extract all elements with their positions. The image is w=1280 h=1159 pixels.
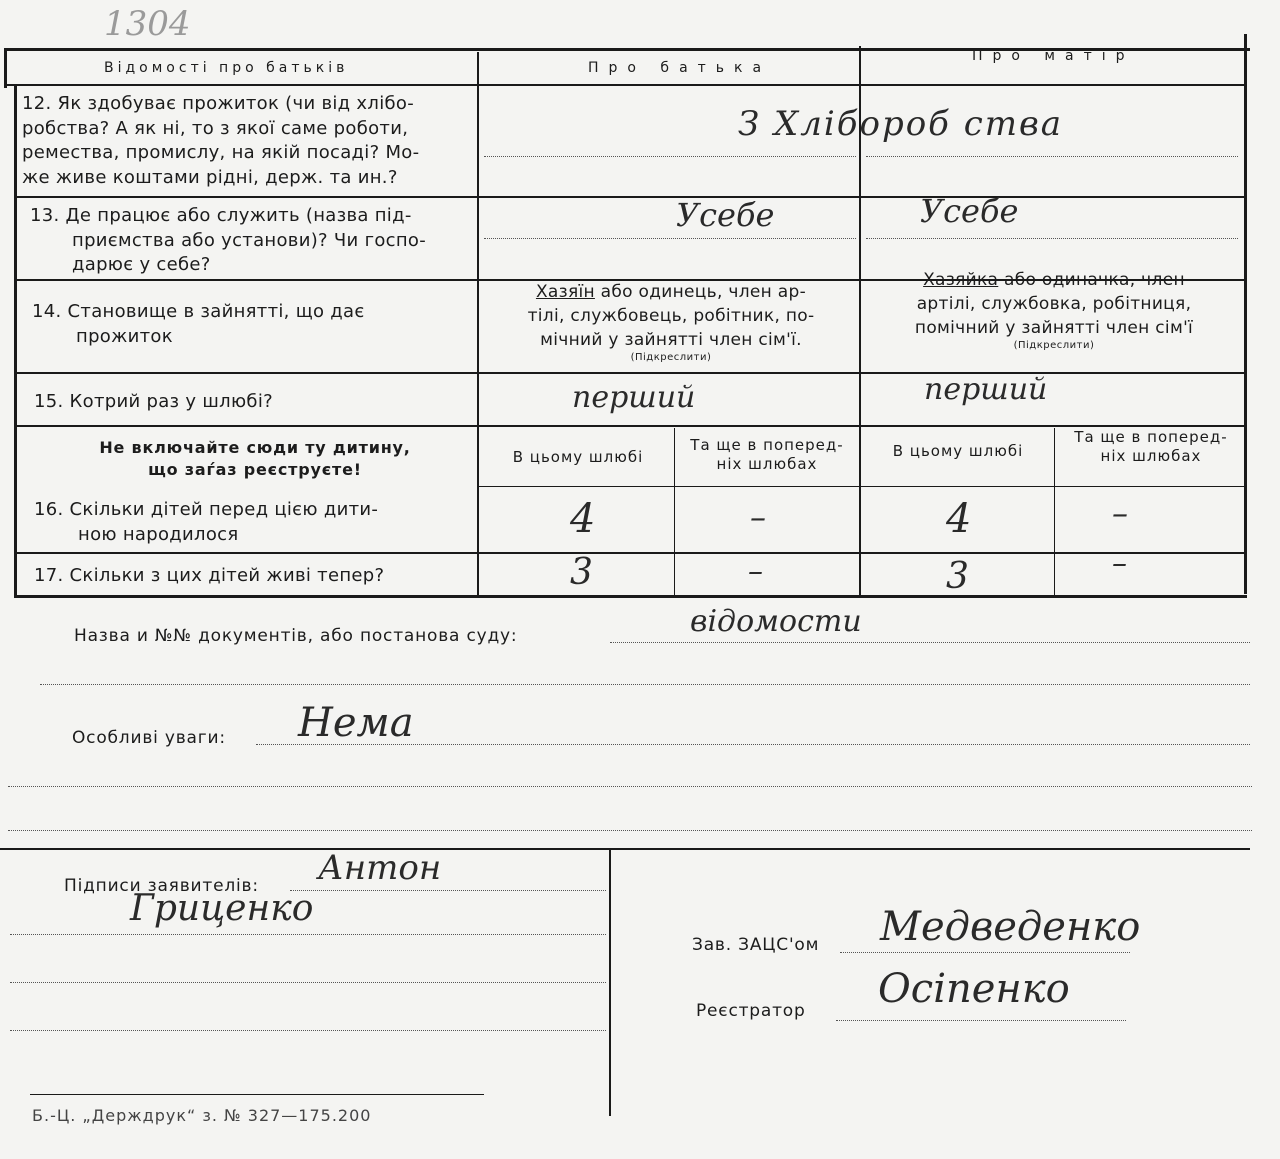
q15-question: 15. Котрий раз у шлюбі? [34, 391, 273, 412]
head-signature: Медведенко [880, 904, 1141, 950]
print-mark: Б.-Ц. „Держдрук“ з. № 327—175.200 [32, 1106, 372, 1125]
q13-father-answer: Усебе [676, 196, 775, 234]
q17-question: 17. Скільки з цих дітей живі тепер? [34, 565, 385, 586]
documents-label: Назва и №№ документів, або постанова суду: [74, 626, 518, 646]
q13-question: 13. Де працює або служить (назва під- приємства або установи)? Чи госпо- дарює у себе? [30, 205, 427, 275]
q17-father-prev: – [748, 554, 763, 589]
applicant-signature-2: Гриценко [130, 888, 314, 929]
q16-question: 16. Скільки дітей перед цією дити- ною народилося [34, 499, 379, 545]
children-warning: Не включайте сюди ту дитину, що заѓаз реєструєте! [99, 438, 411, 479]
signatures-label: Підписи заявителів: [64, 876, 259, 896]
archive-mark: 1304 [104, 4, 191, 44]
q16-father-this: 4 [570, 496, 596, 542]
remarks-value: Нема [298, 700, 414, 746]
q15-mother-answer: перший [924, 372, 1048, 407]
q14-father-options: Хазяїн або одинець, член ар- тілі, службовець, робітник, по- мічний у зайнятті член сім'ї. (Підкреслити) [527, 282, 815, 363]
q17-mother-this: 3 [946, 556, 969, 597]
q15-father-answer: перший [572, 380, 696, 415]
registrar-signature: Осіпенко [878, 966, 1070, 1012]
q14-mother-options: Хазяйка або одиначка, член артілі, службовка, робітниця, помічний у зайнятті член сім'ї (Підкреслити) [914, 270, 1194, 351]
mother-prev-marriages-header: Та ще в поперед- ніх шлюбах [1074, 428, 1228, 465]
head-label: Зав. ЗАЦС'ом [692, 935, 820, 955]
q14-question: 14. Становище в зайнятті, що дає прожиток [32, 301, 365, 347]
q12-question: 12. Як здобуває прожиток (чи від хлібо- робства? А як ні, то з якої саме роботи, ремества, промислу, на якій посаді? Мо- же живе коштами рідні, держ. та ин.? [22, 93, 420, 188]
header-parents-info: Відомості про батьків [104, 60, 349, 76]
q17-father-this: 3 [570, 552, 593, 593]
q13-mother-answer: Усебе [920, 192, 1019, 230]
q16-mother-this: 4 [946, 496, 972, 542]
father-this-marriage-header: В цьому шлюбі [512, 448, 644, 466]
header-mother: Про матір [972, 48, 1135, 64]
q14-mother-selected: Хазяйка [923, 270, 999, 290]
mother-this-marriage-header: В цьому шлюбі [892, 442, 1024, 460]
documents-value: відомости [690, 604, 862, 639]
header-father: Про батька [588, 60, 772, 76]
applicant-signature-1: Антон [318, 848, 442, 888]
father-prev-marriages-header: Та ще в поперед- ніх шлюбах [690, 436, 844, 473]
registrar-label: Реєстратор [696, 1001, 806, 1021]
q12-answer: З Хлібороб ства [738, 104, 1064, 144]
q16-mother-prev: – [1112, 494, 1128, 532]
q17-mother-prev: – [1112, 546, 1127, 581]
q16-father-prev: – [750, 498, 766, 536]
remarks-label: Особливі уваги: [72, 728, 226, 748]
q14-father-selected: Хазяїн [535, 282, 595, 302]
